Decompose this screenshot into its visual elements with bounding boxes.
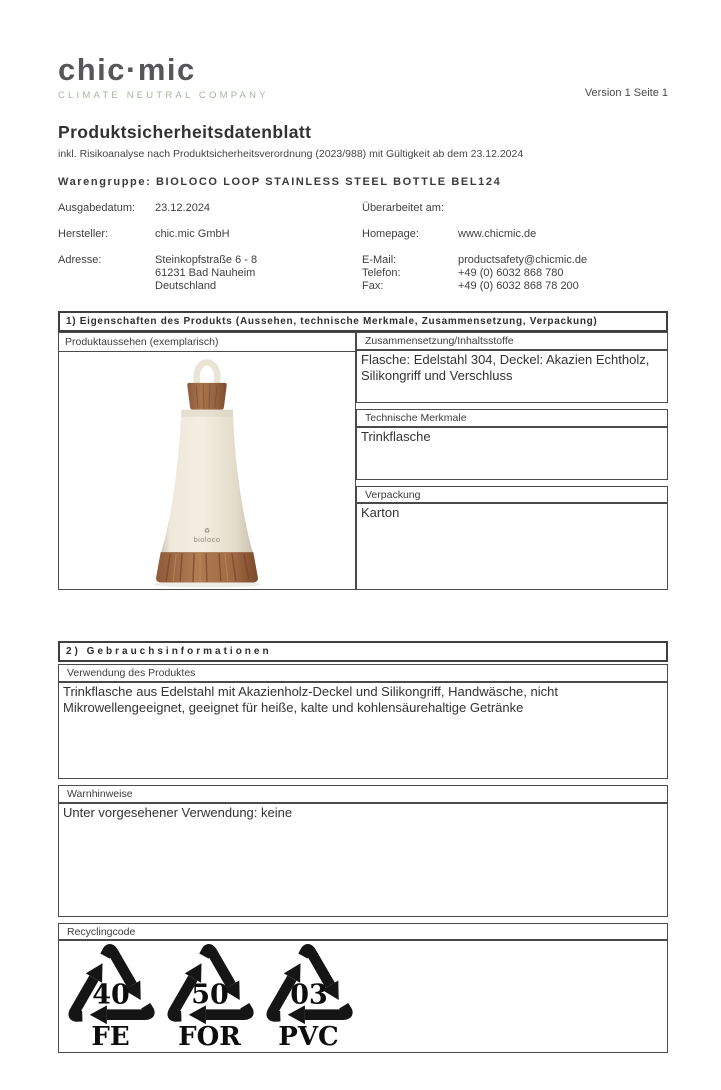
usage-value: Trinkflasche aus Edelstahl mit Akazienholz-Deckel und Silikongriff, Handwäsche, nicht Mikrowellengeeignet, geeignet für heiße, kalte und kohlensäurehaltige Getränke (58, 682, 668, 779)
recycling-code-fe (61, 942, 160, 1050)
recycling-codes-box (58, 940, 668, 1053)
homepage-value: www.chicmic.de (458, 228, 537, 240)
page-subtitle: inkl. Risikoanalyse nach Produktsicherheitsverordnung (2023/988) mit Gültigkeit ab dem 23.12.2024 (58, 148, 524, 160)
page-title: Produktsicherheitsdatenblatt (58, 122, 312, 142)
recycling-number: 40 (91, 979, 130, 1011)
product-group-line (58, 176, 668, 188)
recycling-label: Recyclingcode (58, 923, 668, 940)
product-details-column (356, 332, 668, 590)
section-product-properties (58, 311, 668, 590)
technical-label: Technische Merkmale (356, 409, 668, 427)
product-group-value: BIOLOCO LOOP STAINLESS STEEL BOTTLE BEL124 (156, 176, 502, 188)
email-value: productsafety@chicmic.de (458, 254, 588, 266)
contact-info-block (58, 202, 668, 293)
phone-value: +49 (0) 6032 868 780 (458, 267, 564, 279)
brand-tagline: CLIMATE NEUTRAL COMPANY (58, 90, 269, 101)
bottle-wood-cap (187, 383, 226, 410)
contact-values (458, 254, 668, 293)
composition-label: Zusammensetzung/Inhaltsstoffe (356, 332, 668, 350)
email-label: E-Mail: (362, 254, 397, 266)
technical-value: Trinkflasche (356, 427, 668, 480)
bottle-brand-text: bioloco (193, 535, 221, 545)
product-group-label: Warengruppe: (58, 176, 152, 188)
fax-value: +49 (0) 6032 868 78 200 (458, 280, 579, 292)
brand-logo: chic·mic (58, 52, 196, 87)
document-page (58, 0, 668, 1053)
issue-date-value: 23.12.2024 (155, 202, 211, 214)
fax-label: Fax: (362, 280, 384, 292)
usage-label: Verwendung des Produktes (58, 664, 668, 682)
recycling-code-pvc (259, 942, 358, 1050)
recycling-code-for (160, 942, 259, 1050)
warnings-label: Warnhinweise (58, 785, 668, 803)
bottle-shoulder-shade (181, 410, 233, 417)
product-appearance-cell (58, 332, 356, 590)
recycling-symbol-icon (164, 942, 256, 1027)
manufacturer-value: chic.mic GmbH (155, 228, 230, 240)
manufacturer-label: Hersteller: (58, 228, 109, 240)
packaging-value: Karton (356, 503, 668, 590)
appearance-label: Produktaussehen (exemplarisch) (59, 333, 355, 352)
recycling-number: 03 (289, 979, 328, 1011)
warnings-value: Unter vorgesehener Verwendung: keine (58, 803, 668, 917)
section-usage-information (58, 641, 668, 1053)
recycling-symbol-icon (263, 942, 355, 1027)
address-value: Steinkopfstraße 6 - 8 61231 Bad Nauheim Deutschland (155, 254, 258, 292)
section1-header: 1) Eigenschaften des Produkts (Aussehen, technische Merkmale, Zusammensetzung, Verpackung) (58, 311, 668, 332)
homepage-label: Homepage: (362, 228, 419, 240)
contact-labels (362, 254, 458, 293)
recycling-material: FE (91, 1022, 130, 1052)
section2-header: 2) Gebrauchsinformationen (58, 641, 668, 662)
product-photo (59, 352, 355, 589)
recycling-material: FOR (178, 1022, 241, 1052)
composition-value: Flasche: Edelstahl 304, Deckel: Akazien Echtholz, Silikongriff und Verschluss (356, 350, 668, 403)
revised-label: Überarbeitet am: (362, 202, 444, 214)
recycling-number: 50 (190, 979, 229, 1011)
bottle-illustration (59, 352, 355, 589)
address-label: Adresse: (58, 254, 102, 266)
recycling-material: PVC (278, 1022, 339, 1052)
phone-label: Telefon: (362, 267, 401, 279)
version-page-label: Version 1 Seite 1 (584, 87, 668, 99)
issue-date-label: Ausgabedatum: (58, 202, 136, 214)
page-header (58, 0, 668, 101)
packaging-label: Verpackung (356, 486, 668, 503)
recycling-symbol-icon (65, 942, 157, 1027)
bioloco-mark-icon: ♻ (203, 528, 211, 536)
